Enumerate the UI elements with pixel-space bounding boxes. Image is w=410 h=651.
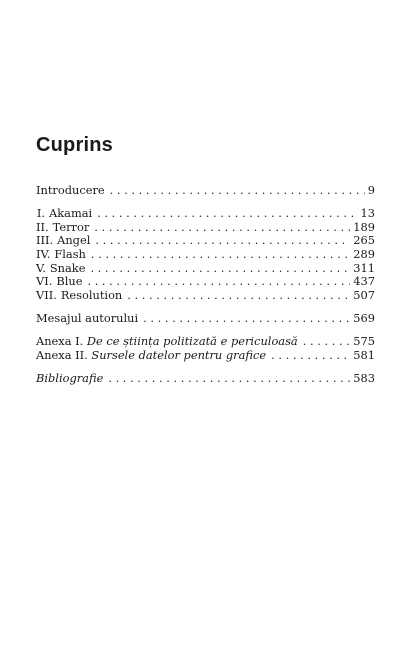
dot-leader xyxy=(87,275,350,289)
toc-entry-label: Bibliografie xyxy=(36,370,104,385)
toc-entry-chapter-4[interactable] xyxy=(36,248,375,262)
toc-entry-label: Snake xyxy=(49,260,86,275)
annex-prefix: Anexa II. xyxy=(36,347,88,362)
toc-entry-label: Blue xyxy=(56,274,83,289)
toc-entry-page: 437 xyxy=(353,274,375,289)
annex-prefix: Anexa I. xyxy=(36,334,84,349)
toc-entry-bibliografie[interactable] xyxy=(36,372,375,386)
toc-entry-label: Mesajul autorului xyxy=(36,310,139,325)
table-of-contents xyxy=(36,184,375,386)
dot-leader xyxy=(108,372,350,386)
dot-leader xyxy=(127,289,350,303)
toc-entry-page: 13 xyxy=(360,206,375,221)
dot-leader xyxy=(303,335,351,349)
dot-leader xyxy=(90,262,350,276)
toc-entry-page: 581 xyxy=(353,347,375,362)
toc-entry-label: Angel xyxy=(57,233,91,248)
toc-entry-page: 189 xyxy=(353,219,375,234)
dot-leader xyxy=(95,234,350,248)
toc-entry-introducere[interactable] xyxy=(36,184,375,198)
dot-leader xyxy=(94,221,350,235)
toc-entry-anexa-2[interactable] xyxy=(36,349,375,363)
dot-leader xyxy=(271,349,350,363)
toc-entry-label: Resolution xyxy=(60,287,123,302)
toc-entry-chapter-1[interactable] xyxy=(36,207,375,221)
dot-leader xyxy=(97,207,357,221)
toc-entry-page: 265 xyxy=(353,233,375,248)
dot-leader xyxy=(110,184,365,198)
chapter-number: III. xyxy=(36,233,54,248)
chapter-number: IV. xyxy=(36,246,51,261)
dot-leader xyxy=(143,312,350,326)
toc-entry-page: 583 xyxy=(353,370,375,385)
chapter-number: II. xyxy=(36,219,49,234)
dot-leader xyxy=(91,248,350,262)
toc-entry-chapter-5[interactable] xyxy=(36,262,375,276)
toc-entry-page: 569 xyxy=(353,310,375,325)
annex-title: Sursele datelor pentru grafice xyxy=(91,347,267,362)
toc-entry-label xyxy=(36,335,298,349)
chapter-number: I. xyxy=(36,206,46,221)
toc-entry-label: Terror xyxy=(52,219,90,234)
toc-entry-page: 575 xyxy=(353,334,375,349)
toc-entry-label: Akamai xyxy=(49,206,93,221)
toc-entry-page: 9 xyxy=(367,183,375,197)
toc-entry-mesajul-autorului[interactable] xyxy=(36,312,375,326)
toc-entry-anexa-1[interactable] xyxy=(36,335,375,349)
toc-entry-label: Flash xyxy=(54,246,86,261)
chapter-number: VI. xyxy=(36,274,53,289)
toc-entry-chapter-2[interactable] xyxy=(36,221,375,235)
toc-entry-label: Introducere xyxy=(36,183,105,197)
toc-entry-chapter-6[interactable] xyxy=(36,275,375,289)
page-title: Cuprins xyxy=(36,134,113,156)
annex-title: De ce știința politizată e periculoasă xyxy=(86,334,298,349)
toc-entry-label xyxy=(36,349,266,363)
toc-entry-page: 507 xyxy=(353,287,375,302)
toc-entry-page: 311 xyxy=(353,260,375,275)
chapter-number: VII. xyxy=(36,287,57,302)
toc-entry-page: 289 xyxy=(353,246,375,261)
toc-entry-chapter-7[interactable] xyxy=(36,289,375,303)
chapter-number: V. xyxy=(36,260,46,275)
toc-entry-chapter-3[interactable] xyxy=(36,234,375,248)
